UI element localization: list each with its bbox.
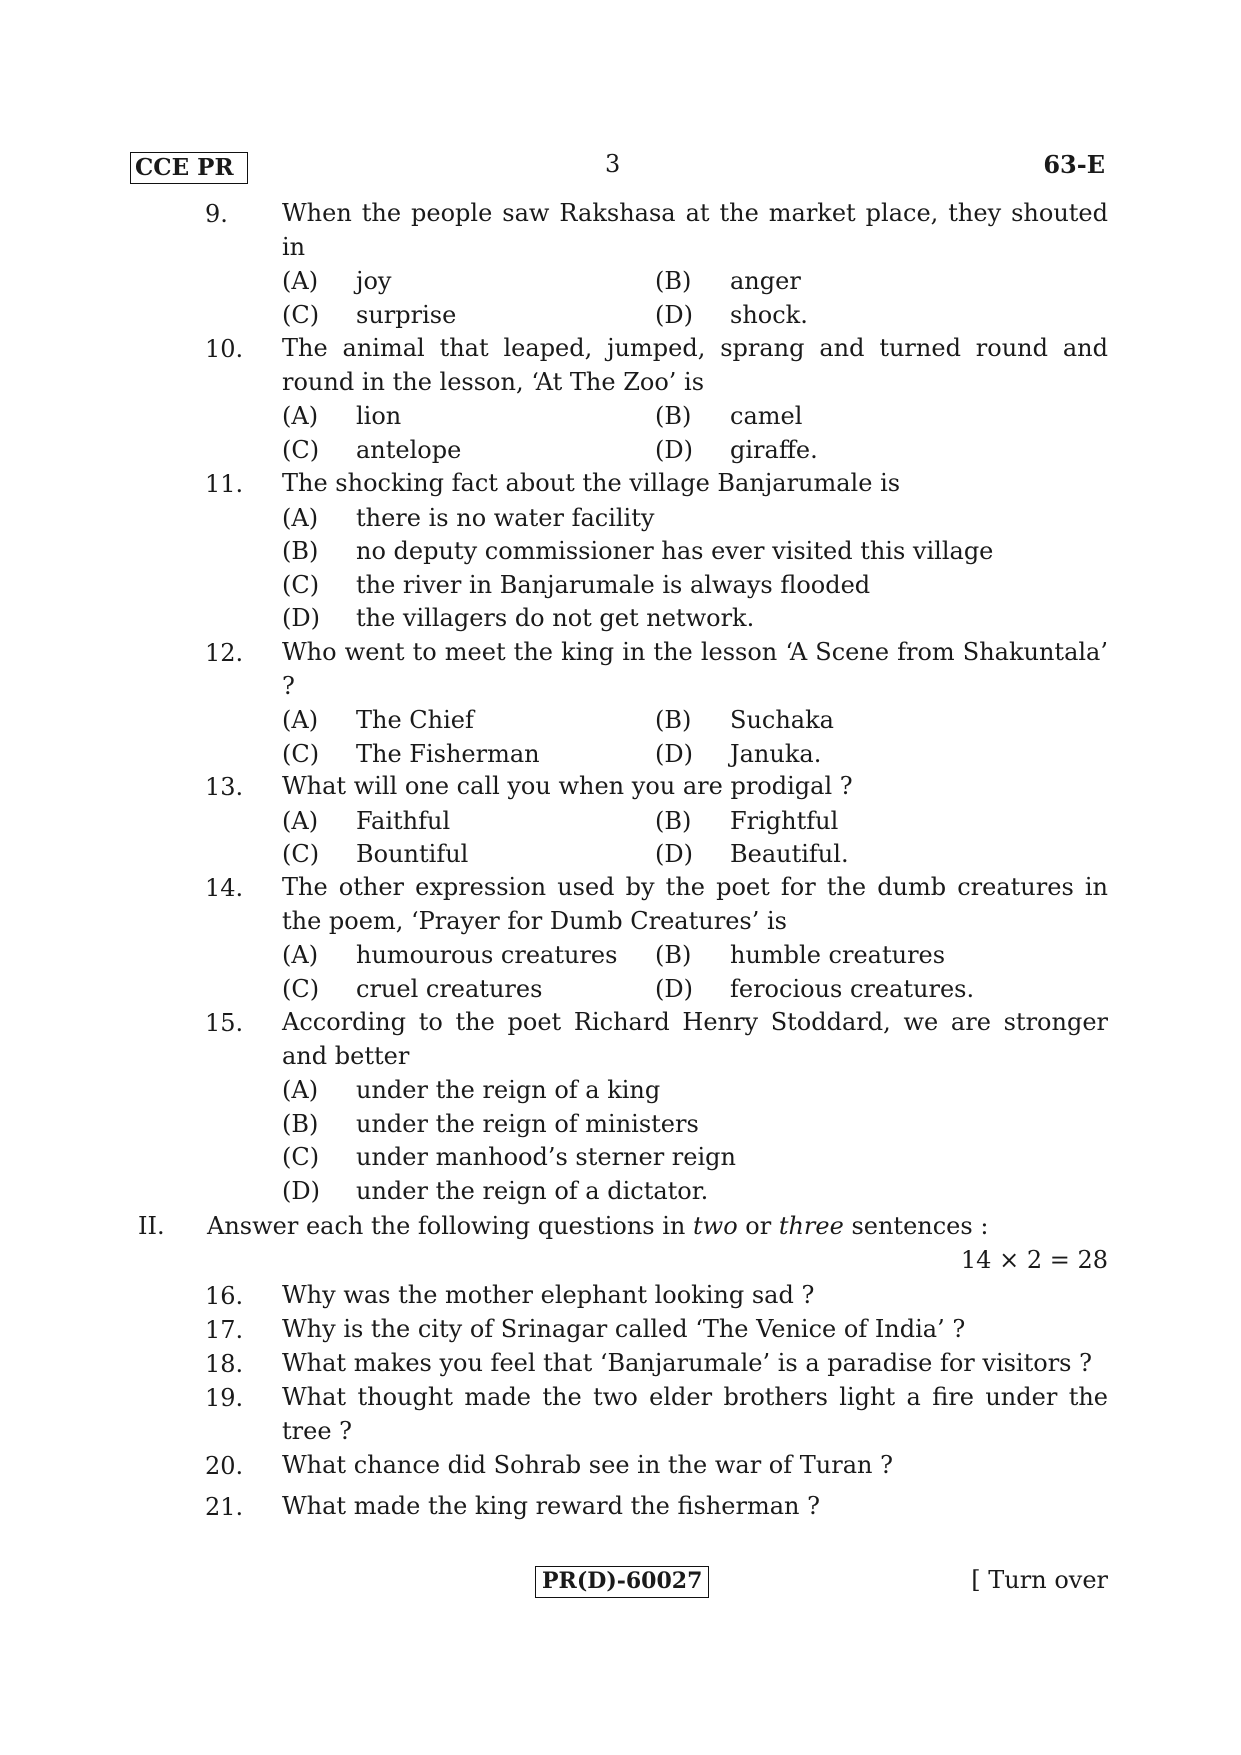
option-text: ferocious creatures. [730, 974, 975, 1003]
option-text: shock. [730, 300, 808, 329]
option-label: (B) [655, 706, 692, 735]
option-label: (D) [655, 435, 693, 464]
question-stem: Who went to meet the king in the lesson ‘A Scene from Shakuntala’ ? [282, 638, 1108, 700]
option-text: giraffe. [730, 435, 818, 464]
option-label: (C) [282, 435, 320, 464]
question-stem: The shocking fact about the village Banjarumale is [282, 469, 901, 497]
option-text: The Fisherman [356, 739, 540, 768]
question-stem: What thought made the two elder brothers light a fire under the tree ? [282, 1383, 1108, 1445]
footer-code: PR(D)-60027 [535, 1566, 709, 1598]
question-number: 9. [205, 200, 228, 228]
marks-allocation: 14 × 2 = 28 [960, 1246, 1108, 1274]
option-text: under the reign of ministers [356, 1109, 699, 1138]
question-number: 16. [205, 1282, 244, 1310]
option-text: Bountiful [356, 840, 469, 869]
option-text: The Chief [356, 706, 474, 735]
option-label: (D) [655, 739, 693, 768]
question-stem: What made the king reward the fisherman ? [282, 1492, 820, 1520]
option-label: (C) [282, 300, 320, 329]
option-label: (D) [655, 300, 693, 329]
option-text: humourous creatures [356, 941, 618, 970]
question-stem: What will one call you when you are prodigal ? [282, 772, 853, 800]
question-number: 19. [205, 1384, 244, 1412]
option-label: (A) [282, 402, 319, 431]
option-text: Suchaka [730, 706, 834, 735]
question-stem: Why was the mother elephant looking sad ? [282, 1281, 815, 1309]
option-text: under manhood’s sterner reign [356, 1143, 736, 1172]
question-number: 20. [205, 1452, 244, 1480]
option-text: surprise [356, 300, 457, 329]
option-label: (D) [655, 974, 693, 1003]
option-label: (B) [655, 806, 692, 835]
option-label: (A) [282, 941, 319, 970]
option-text: lion [356, 402, 402, 431]
option-text: antelope [356, 435, 462, 464]
paper-code: 63-E [1043, 150, 1105, 179]
option-text: under the reign of a king [356, 1076, 661, 1105]
option-text: Faithful [356, 806, 451, 835]
question-number: 17. [205, 1316, 244, 1344]
question-stem: The animal that leaped, jumped, sprang and turned round and round in the lesson, ‘At The Zoo’ is [282, 334, 1108, 396]
option-label: (A) [282, 1076, 319, 1105]
option-label: (A) [282, 267, 319, 296]
option-text: humble creatures [730, 941, 946, 970]
turn-over-label: [ Turn over [971, 1566, 1108, 1594]
question-number: 13. [205, 773, 244, 801]
option-text: under the reign of a dictator. [356, 1177, 709, 1205]
question-stem: Why is the city of Srinagar called ‘The Venice of India’ ? [282, 1315, 966, 1343]
option-label: (C) [282, 1143, 320, 1172]
option-label: (C) [282, 840, 320, 869]
option-text: the river in Banjarumale is always flooded [356, 570, 871, 599]
option-text: Januka. [730, 739, 822, 768]
question-stem: When the people saw Rakshasa at the market place, they shouted in [282, 199, 1108, 261]
question-stem: What chance did Sohrab see in the war of Turan ? [282, 1451, 893, 1479]
question-number: 15. [205, 1009, 244, 1037]
option-label: (A) [282, 806, 319, 835]
option-label: (B) [655, 267, 692, 296]
question-number: 18. [205, 1350, 244, 1378]
option-text: no deputy commissioner has ever visited this village [356, 537, 994, 566]
option-label: (C) [282, 739, 320, 768]
option-text: the villagers do not get network. [356, 604, 755, 633]
option-text: anger [730, 267, 801, 296]
option-label: (C) [282, 570, 320, 599]
option-label: (B) [655, 402, 692, 431]
question-number: 12. [205, 639, 244, 667]
option-label: (B) [282, 1109, 319, 1138]
section-title: Answer each the following questions in two or three sentences : [207, 1212, 989, 1240]
option-label: (A) [282, 706, 319, 735]
option-text: cruel creatures [356, 974, 543, 1003]
question-number: 14. [205, 874, 244, 902]
emphasis-text: two [693, 1212, 738, 1240]
option-label: (B) [655, 941, 692, 970]
question-number: 11. [205, 470, 244, 498]
question-number: 10. [205, 335, 244, 363]
question-stem: According to the poet Richard Henry Stoddard, we are stronger and better [282, 1008, 1108, 1070]
section-number: II. [138, 1212, 165, 1240]
option-label: (B) [282, 537, 319, 566]
option-text: Frightful [730, 806, 839, 835]
option-text: camel [730, 402, 803, 431]
option-label: (C) [282, 974, 320, 1003]
question-stem: The other expression used by the poet for the dumb creatures in the poem, ‘Prayer for Dumb Creatures’ is [282, 873, 1108, 935]
option-label: (A) [282, 503, 319, 532]
header-box-label: CCE PR [130, 152, 248, 184]
page-number: 3 [605, 150, 621, 178]
question-number: 21. [205, 1493, 244, 1521]
option-label: (D) [282, 604, 320, 633]
option-label: (D) [655, 840, 693, 869]
emphasis-text: three [778, 1212, 844, 1240]
option-text: there is no water facility [356, 503, 655, 532]
option-label: (D) [282, 1177, 320, 1205]
question-stem: What makes you feel that ‘Banjarumale’ is a paradise for visitors ? [282, 1349, 1092, 1377]
option-text: joy [356, 267, 392, 296]
option-text: Beautiful. [730, 840, 849, 869]
